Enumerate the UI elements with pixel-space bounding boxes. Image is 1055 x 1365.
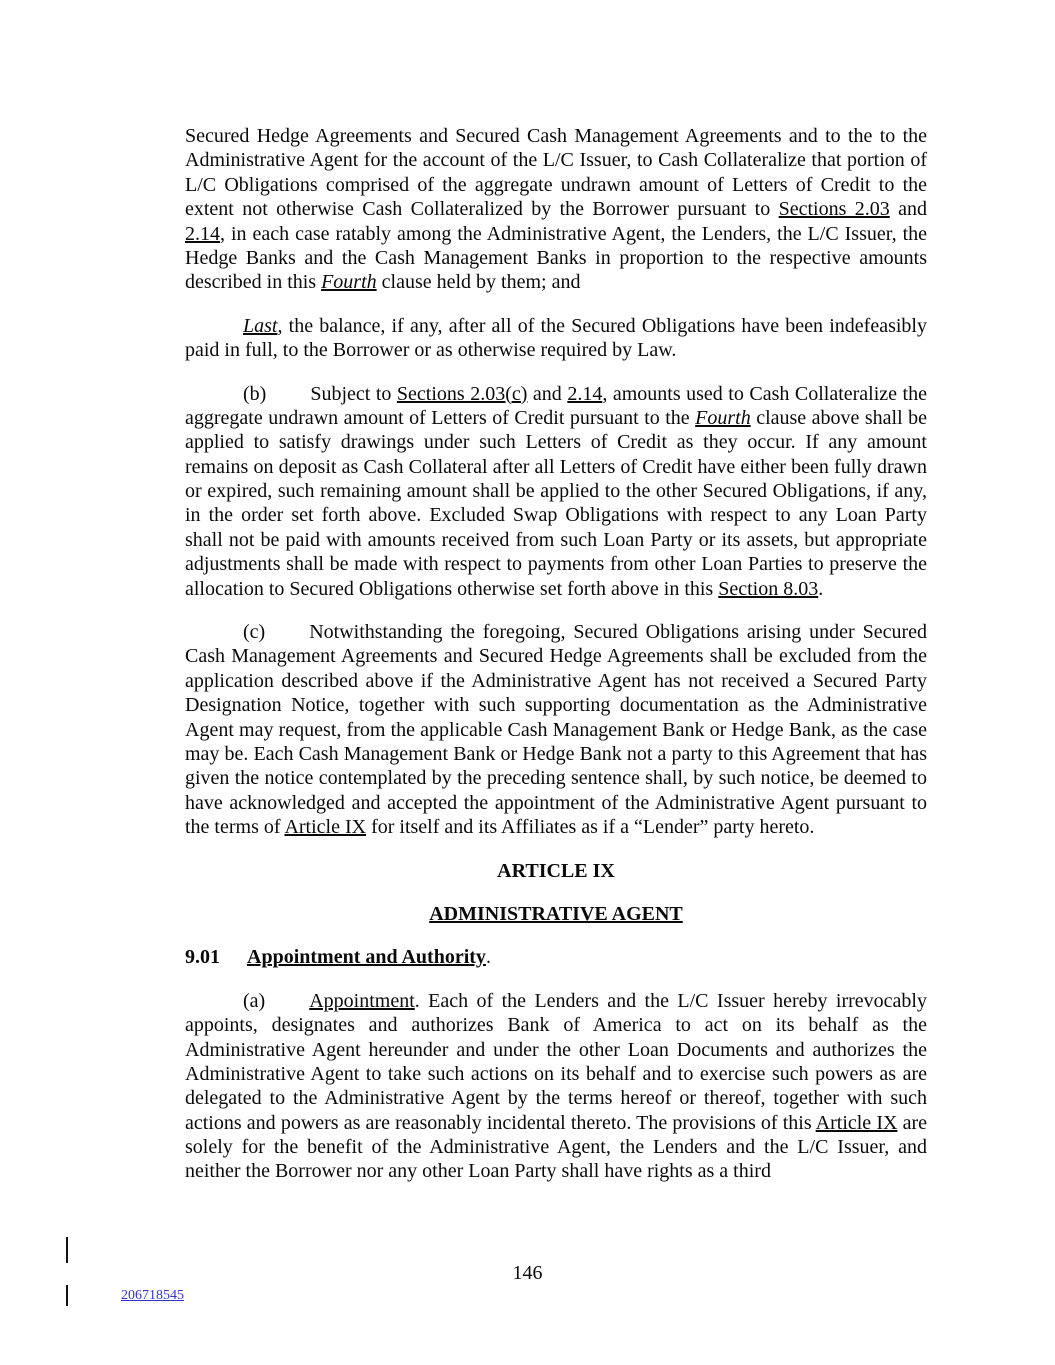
section-901-heading bbox=[185, 945, 927, 969]
text-run: . bbox=[485, 946, 491, 969]
text-run: Subject to bbox=[310, 382, 397, 405]
text-run: Fourth bbox=[695, 406, 751, 429]
body-text-block bbox=[185, 124, 927, 1203]
text-run: and bbox=[527, 382, 568, 405]
text-run: Article IX bbox=[284, 816, 367, 839]
text-run: Secured Hedge Agreements and Secured Cash Management Agreements and to the to the Administrative Agent for the account of the L/C Issuer, to Cash Collateralize that portion of L/C Obligations comprised of the aggregate undrawn amount of Letters of Credit to the extent not otherwise Cash Collateralized by the Borrower pursuant to bbox=[185, 125, 927, 221]
text-run: (b) bbox=[243, 382, 267, 405]
administrative-agent-heading: ADMINISTRATIVE AGENT bbox=[429, 902, 683, 925]
paragraph-subsection-b bbox=[185, 382, 927, 602]
paragraph-last-clause bbox=[185, 314, 927, 363]
text-run: . bbox=[818, 577, 824, 600]
revision-change-bar bbox=[66, 1285, 68, 1306]
text-run: Fourth bbox=[321, 271, 377, 294]
text-run: , amounts used to Cash Collateralize the aggregate undrawn amount of Letters of Credit pursuant to the bbox=[185, 382, 927, 429]
paragraph-fourth-clause-continuation bbox=[185, 124, 927, 295]
page-number: 146 bbox=[512, 1262, 543, 1284]
text-run: Sections 2.03(c) bbox=[396, 382, 528, 405]
paragraph-subsection-a bbox=[185, 989, 927, 1184]
text-run: Section 8.03 bbox=[718, 577, 819, 600]
text-run: (c) bbox=[243, 621, 266, 644]
text-run: , in each case ratably among the Administrative Agent, the Lenders, the L/C Issuer, the Hedge Banks and the Cash Management Banks in proportion to the respective amounts described in this bbox=[185, 222, 927, 294]
revision-change-bar bbox=[66, 1237, 68, 1263]
text-run: and bbox=[889, 198, 927, 221]
text-run: are solely for the benefit of the Administrative Agent, the Lenders and the L/C Issuer, and neither the Borrower nor any other Loan Party shall have rights as a third bbox=[185, 1111, 927, 1183]
text-run: Notwithstanding the foregoing, Secured Obligations arising under Secured Cash Management Agreements and Secured Hedge Agreements shall be excluded from the application described above if the Administrative Agent has not received a Secured Party Designation Notice, together with such supporting documentation as the Administrative Agent may request, from the applicable Cash Management Bank or Hedge Bank, as the case may be. Each Cash Management Bank or Hedge Bank not a party to this Agreement that has given the notice contemplated by the preceding sentence shall, by such notice, be deemed to have acknowledged and accepted the appointment of the Administrative Agent pursuant to the terms of bbox=[185, 621, 927, 839]
doc-id-link[interactable]: 206718545 bbox=[121, 1288, 184, 1303]
text-run: (a) bbox=[243, 989, 266, 1012]
text-run: clause above shall be applied to satisfy drawings under such Letters of Credit as they occur. If any amount remains on deposit as Cash Collateral after all Letters of Credit have either been fully drawn or expired, such remaining amount shall be applied to the other Secured Obligations, if any, in the order set forth above. Excluded Swap Obligations with respect to any Loan Party shall not be paid with amounts received from such Loan Party or its assets, but appropriate adjustments shall be made with respect to payments from other Loan Parties to preserve the allocation to Secured Obligations otherwise set forth above in this bbox=[185, 406, 927, 600]
article-ix-heading: ARTICLE IX bbox=[497, 859, 615, 882]
text-run: 2.14 bbox=[567, 382, 603, 405]
text-run: for itself and its Affiliates as if a “Lender” party hereto. bbox=[366, 816, 815, 839]
text-run: . Each of the Lenders and the L/C Issuer hereby irrevocably appoints, designates and authorizes Bank of America to act on its behalf as the Administrative Agent hereunder and under the other Loan Documents and authorizes the Administrative Agent to take such actions on its behalf and to exercise such powers as are delegated to the Administrative Agent by the terms hereof or thereof, together with such actions and powers as are reasonably incidental thereto. The provisions of this bbox=[185, 989, 927, 1134]
text-run: Last bbox=[243, 314, 278, 337]
text-run: Appointment bbox=[309, 989, 415, 1012]
text-run: 2.14 bbox=[185, 222, 220, 245]
text-run: Article IX bbox=[815, 1111, 898, 1134]
text-run: Appointment and Authority bbox=[247, 946, 486, 969]
text-run: 9.01 bbox=[185, 946, 220, 969]
text-run: , the balance, if any, after all of the Secured Obligations have been indefeasibly paid in full, to the Borrower or as otherwise required by Law. bbox=[185, 314, 927, 362]
paragraph-subsection-c bbox=[185, 620, 927, 840]
text-run: clause held by them; and bbox=[376, 271, 581, 294]
text-run: Sections 2.03 bbox=[778, 198, 890, 221]
